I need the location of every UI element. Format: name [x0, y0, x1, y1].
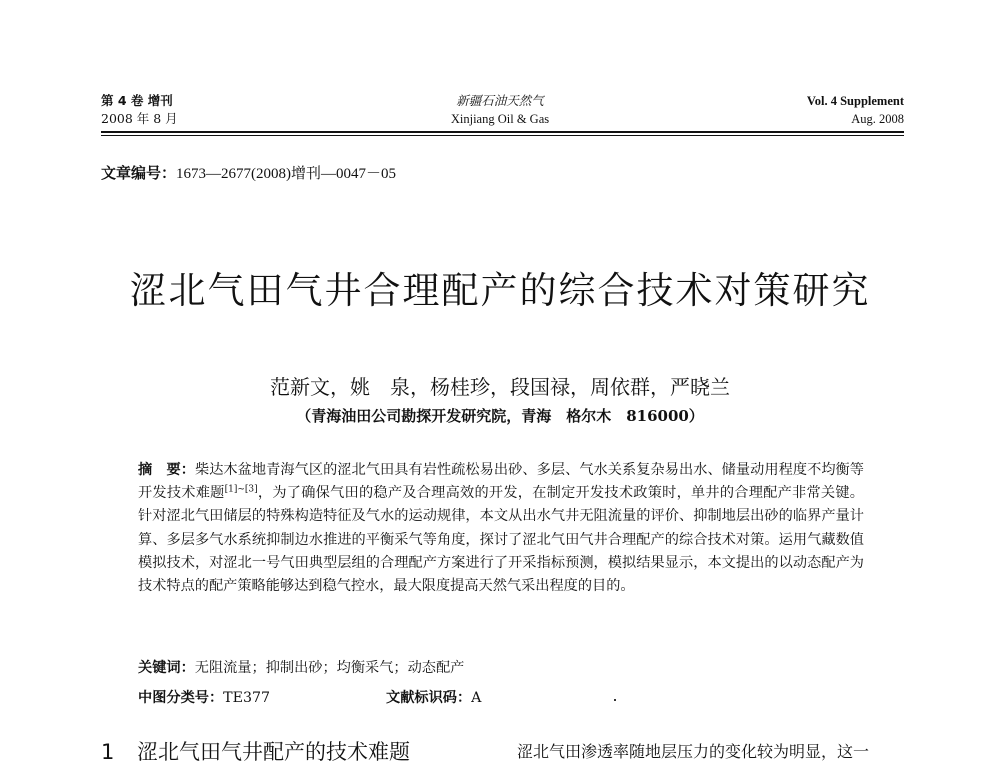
abstract-label: 摘 要： [138, 462, 195, 478]
paper-title: 涩北气田气井合理配产的综合技术对策研究 [129, 269, 871, 312]
section-number: 1 [101, 740, 115, 764]
section-heading [101, 737, 410, 767]
document-code [386, 688, 481, 708]
keywords-label: 关键词： [138, 660, 195, 676]
header-rule-thin [101, 135, 904, 136]
classification-label: 中图分类号： [138, 690, 224, 706]
keywords [138, 658, 464, 678]
article-number [101, 163, 396, 184]
affiliation: （青海油田公司勘探开发研究院，青海 格尔木 816000） [296, 407, 704, 425]
issue-date: 2008 年 8 月 [101, 111, 178, 126]
document-code-value: A [471, 690, 482, 706]
classification-number [138, 688, 270, 708]
abstract-text-1: 柴达木盆地青海气区的涩北气田具有岩性疏松易出砂、多层、气水关系复杂易出水、储量动用程度不均衡等开发技术难题 [138, 462, 864, 502]
article-number-label: 文章编号： [101, 164, 177, 182]
header-rule-thick [101, 131, 904, 133]
volume-issue-en: Vol. 4 Supplement [806, 94, 904, 108]
issue-date-en: Aug. 2008 [851, 112, 904, 126]
scan-speck [614, 699, 616, 701]
citation[interactable]: [1]~[3] [224, 484, 258, 495]
author-list: 范新文，姚 泉，杨桂珍，段国禄，周依群，严晓兰 [270, 375, 730, 399]
abstract-text-2: ，为了确保气田的稳产及合理高效的开发，在制定开发技术政策时，单井的合理配产非常关键。针对涩北气田储层的特殊构造特征及气水的运动规律，本文从出水气井无阻流量的评价、抑制地层出砂的临界产量计算、多层多气水系统抑制边水推进的平衡采气等角度，探讨了涩北气田气井合理配产的综合技术对策。运用气藏数值模拟技术，对涩北一号气田典型层组的合理配产方案进行了开采指标预测，模拟结果显示，本文提出的以动态配产为技术特点的配产策略能够达到稳气控水，最大限度提高天然气采出程度的目的。 [138, 485, 864, 595]
classification-value: TE377 [223, 690, 271, 706]
section-title: 涩北气田气井配产的技术难题 [137, 740, 410, 764]
article-number-value: 1673—2677(2008)增刊—0047－05 [176, 166, 397, 182]
right-column-text: 涩北气田渗透率随地层压力的变化较为明显，这一 [517, 742, 870, 761]
keywords-value: 无阻流量；抑制出砂；均衡采气；动态配产 [194, 660, 465, 676]
abstract [138, 459, 864, 598]
document-code-label: 文献标识码： [386, 690, 472, 706]
journal-name-cn: 新疆石油天然气 [456, 93, 544, 108]
journal-name-en: Xinjiang Oil & Gas [450, 112, 550, 126]
volume-issue: 第 4 卷 增刊 [101, 93, 173, 108]
